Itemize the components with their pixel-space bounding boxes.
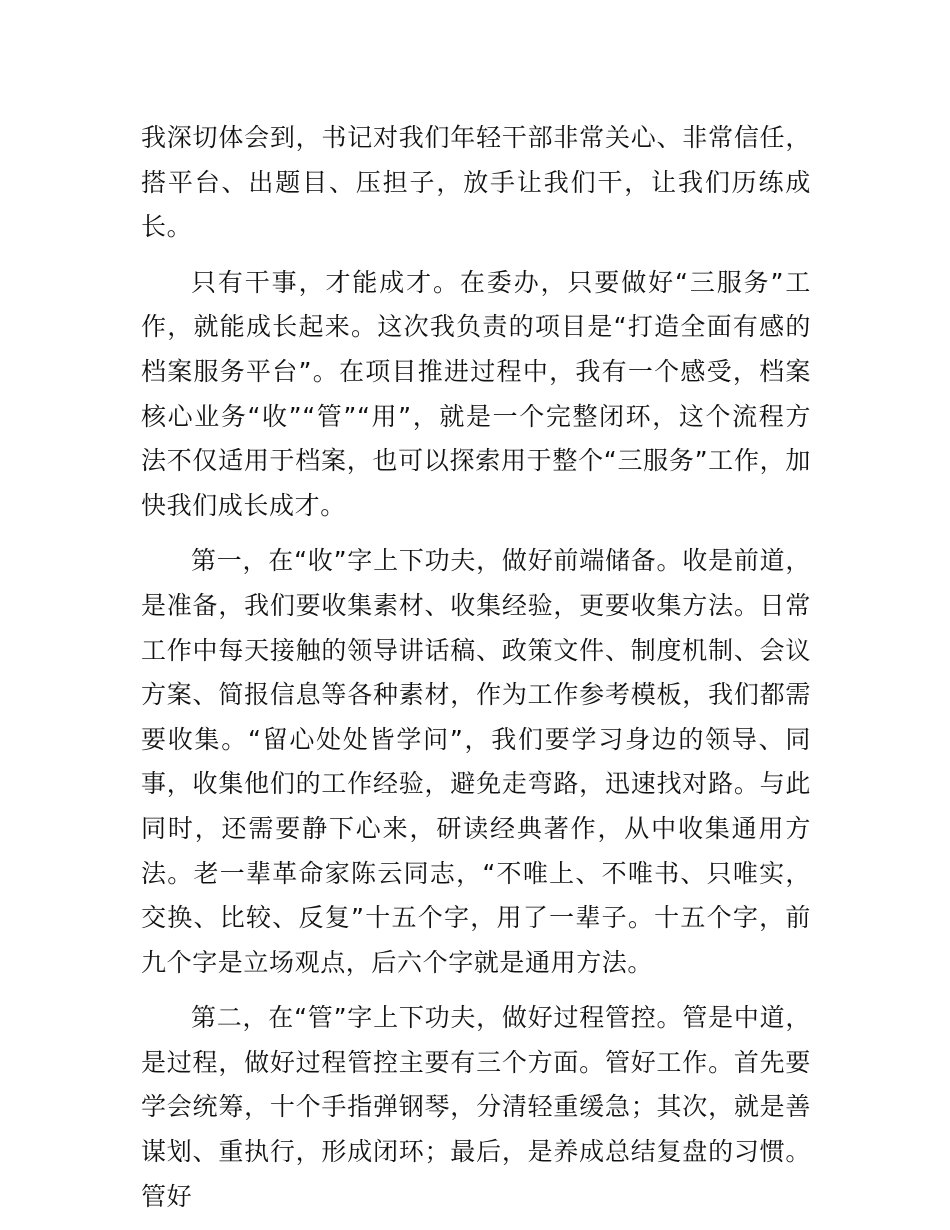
paragraph-manage: 第二，在“管”字上下功夫，做好过程管控。管是中道，是过程，做好过程管控主要有三个方面。管好工作。首先要学会统筹，十个手指弹钢琴，分清轻重缓急；其次，就是善谋划、重执行，形成闭环；最后，是养成总结复盘的习惯。管好	[141, 1003, 811, 1211]
paragraph-growth: 只有干事，才能成才。在委办，只要做好“三服务”工作，就能成长起来。这次我负责的项目是“打造全面有感的档案服务平台”。在项目推进过程中，我有一个感受，档案核心业务“收”“管”“用”，就是一个完整闭环，这个流程方法不仅适用于档案，也可以探索用于整个“三服务”工作，加快我们成长成才。	[141, 267, 811, 520]
paragraph-continuation: 我深切体会到，书记对我们年轻干部非常关心、非常信任，搭平台、出题目、压担子，放手让我们干，让我们历练成长。	[141, 123, 811, 242]
document-body	[141, 116, 811, 1219]
paragraph-collect: 第一，在“收”字上下功夫，做好前端储备。收是前道，是准备，我们要收集素材、收集经验，更要收集方法。日常工作中每天接触的领导讲话稿、政策文件、制度机制、会议方案、简报信息等各种素材，作为工作参考模板，我们都需要收集。“留心处处皆学问”，我们要学习身边的领导、同事，收集他们的工作经验，避免走弯路，迅速找对路。与此同时，还需要静下心来，研读经典著作，从中收集通用方法。老一辈革命家陈云同志，“不唯上、不唯书、只唯实，交换、比较、反复”十五个字，用了一辈子。十五个字，前九个字是立场观点，后六个字就是通用方法。	[141, 546, 811, 977]
